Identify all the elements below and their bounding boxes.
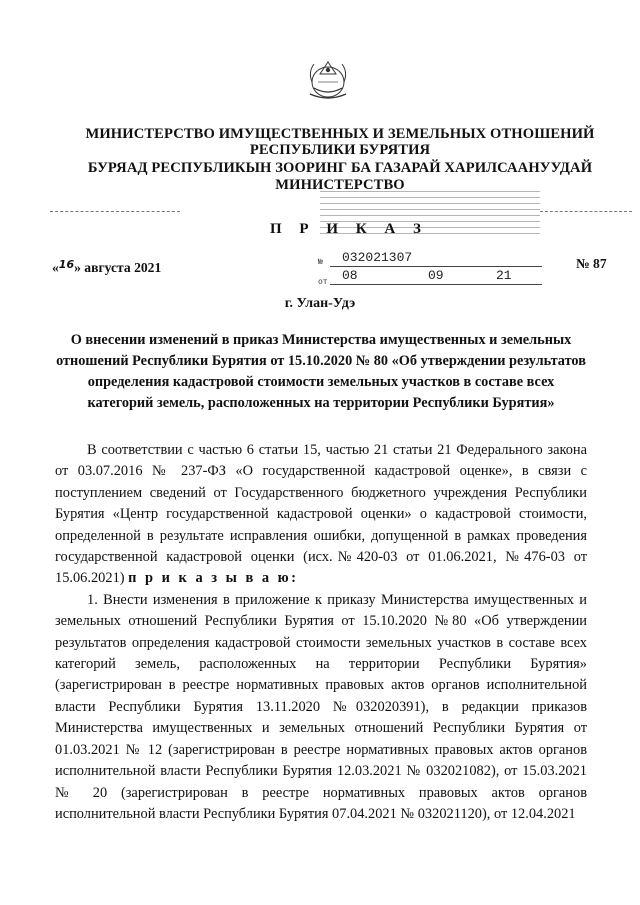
coat-of-arms-emblem [300, 52, 356, 104]
ministry-name-line1: МИНИСТЕРСТВО ИМУЩЕСТВЕННЫХ И ЗЕМЕЛЬНЫХ ОТНОШЕНИЙ [85, 126, 595, 142]
document-type-title: П Р И К А З [270, 221, 428, 237]
clause-1-paragraph: 1. Внести изменения в приложение к приказу Министерства имущественных и земельных отношений Республики Бурятия от 15.10.2020 №80 «Об утверждении результатов определения кадастровой стоимости земельных участков в составе всех категорий земель, расположенных на территории Республики Бурятия» (зарегистрирован в реестре нормативных правовых актов органов исполнительной власти Республики Бурятия 13.11.2020 №032020391), в редакции приказов Министерства имущественных и земельных отношений Республики Бурятия от 01.03.2021 № 12 (зарегистрирован в реестре нормативных правовых актов органов исполнительной власти Республики Бурятия 12.03.2021 № 032021082), от 15.03.2021 № 20 (зарегистрирован в реестре нормативных правовых актов органов исполнительной власти Республики Бурятия 07.04.2021 № 032021120), от 12.04.2021 [55, 591, 587, 822]
header-divider-left [50, 211, 180, 212]
order-directive: п р и к а з ы в а ю: [128, 570, 299, 587]
reg-number: 032021307 [342, 250, 413, 265]
city: г. Улан-Удэ [284, 296, 356, 311]
reg-date-label: от [318, 278, 328, 287]
order-date [52, 258, 161, 276]
date-month-year: » августа 2021 [74, 260, 162, 275]
order-number: № 87 [576, 256, 607, 271]
ministry-name-buryat-line2: МИНИСТЕРСТВО [275, 177, 405, 193]
date-day-handwritten: 16 [58, 258, 75, 271]
header-divider-right [540, 211, 632, 212]
preamble-paragraph [55, 440, 587, 590]
reg-year: 21 [496, 268, 512, 283]
order-title: О внесении изменений в приказ Министерства имущественных и земельных отношений Республики Бурятия от 15.10.2020 № 80 «Об утверждении результатов определения кадастровой стоимости земельных участков в составе всех категорий земель, расположенных на территории Республики Бурятия» [56, 332, 586, 411]
reg-day: 08 [342, 268, 358, 283]
ministry-name-line2: РЕСПУБЛИКИ БУРЯТИЯ [249, 142, 431, 158]
registration-block [318, 246, 550, 290]
preamble-text: В соответствии с частью 6 статьи 15, частью 21 статьи 21 Федерального закона от 03.07.2016 № 237-ФЗ «О государственной кадастровой оценке», в связи с поступлением сведений от Государственного бюджетного учреждения Республики Бурятия «Центр государственной кадастровой оценки» о кадастровой стоимости, определенной в результате исправления ошибки, допущенной в рамках проведения государственной кадастровой оценки (исх.№420-03 от 01.06.2021, №476-03 от 15.06.2021) [55, 442, 587, 587]
ministry-name-buryat-line1: БУРЯАД РЕСПУБЛИКЫН ЗООРИНГ БА ГАЗАРАЙ ХАРИЛСААНУУДАЙ [87, 160, 593, 176]
date-open-quote: « [52, 260, 59, 275]
reg-month: 09 [428, 268, 444, 283]
order-body [55, 440, 587, 825]
reg-number-label: № [318, 258, 323, 267]
